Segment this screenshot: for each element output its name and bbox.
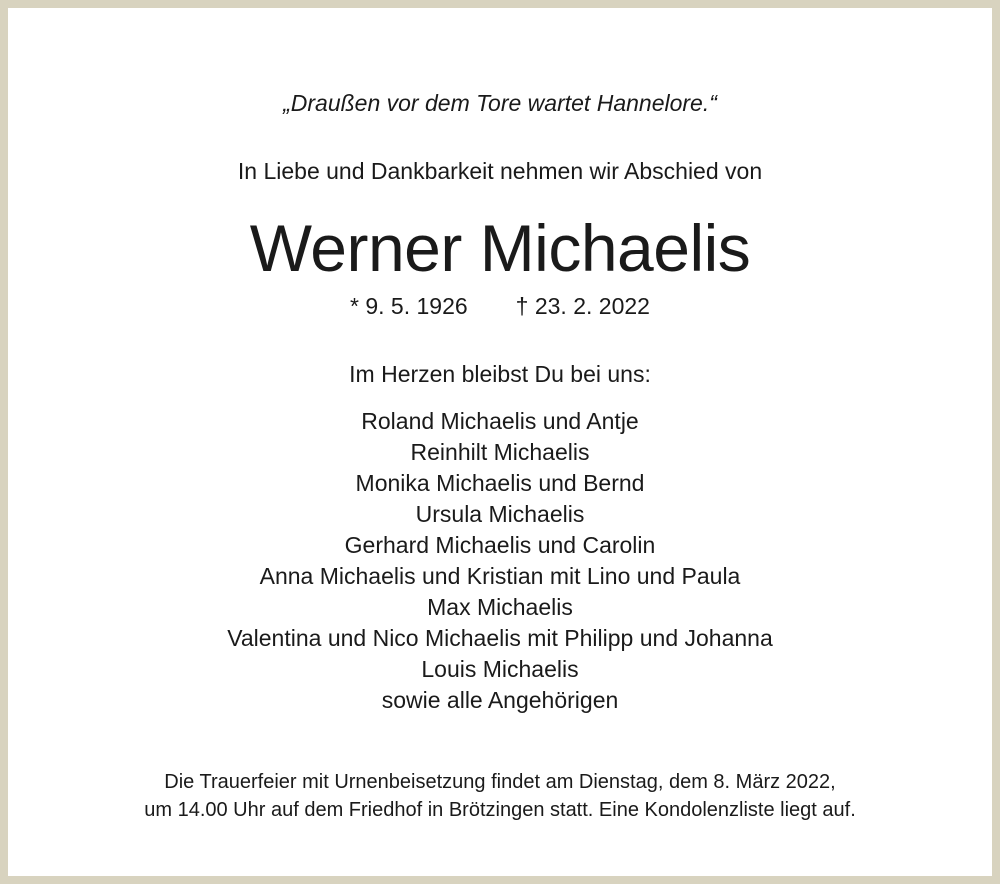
family-member: Roland Michaelis und Antje — [361, 408, 639, 434]
heart-line: Im Herzen bleibst Du bei uns: — [349, 361, 651, 387]
family-member: Gerhard Michaelis und Carolin — [344, 532, 656, 558]
family-member: Max Michaelis — [427, 594, 573, 620]
birth-date: * 9. 5. 1926 — [350, 293, 468, 319]
family-member: Reinhilt Michaelis — [410, 439, 590, 465]
family-member: sowie alle Angehörigen — [381, 687, 619, 713]
life-dates — [8, 293, 992, 320]
family-member: Louis Michaelis — [421, 656, 579, 682]
intro-text: In Liebe und Dankbarkeit nehmen wir Abschied von — [237, 158, 763, 184]
deceased-name: Werner Michaelis — [249, 211, 751, 285]
quote: „Draußen vor dem Tore wartet Hannelore.“ — [283, 90, 717, 116]
family-member: Valentina und Nico Michaelis mit Philipp und Johanna — [227, 625, 773, 651]
family-member: Monika Michaelis und Bernd — [355, 470, 645, 496]
funeral-info — [8, 768, 992, 824]
family-list — [8, 406, 992, 716]
family-member: Ursula Michaelis — [415, 501, 585, 527]
family-member: Anna Michaelis und Kristian mit Lino und Paula — [259, 563, 741, 589]
death-date: † 23. 2. 2022 — [515, 293, 650, 319]
funeral-line: um 14.00 Uhr auf dem Friedhof in Brötzingen statt. Eine Kondolenzliste liegt auf. — [144, 799, 856, 821]
funeral-line: Die Trauerfeier mit Urnenbeisetzung findet am Dienstag, dem 8. März 2022, — [164, 771, 836, 793]
